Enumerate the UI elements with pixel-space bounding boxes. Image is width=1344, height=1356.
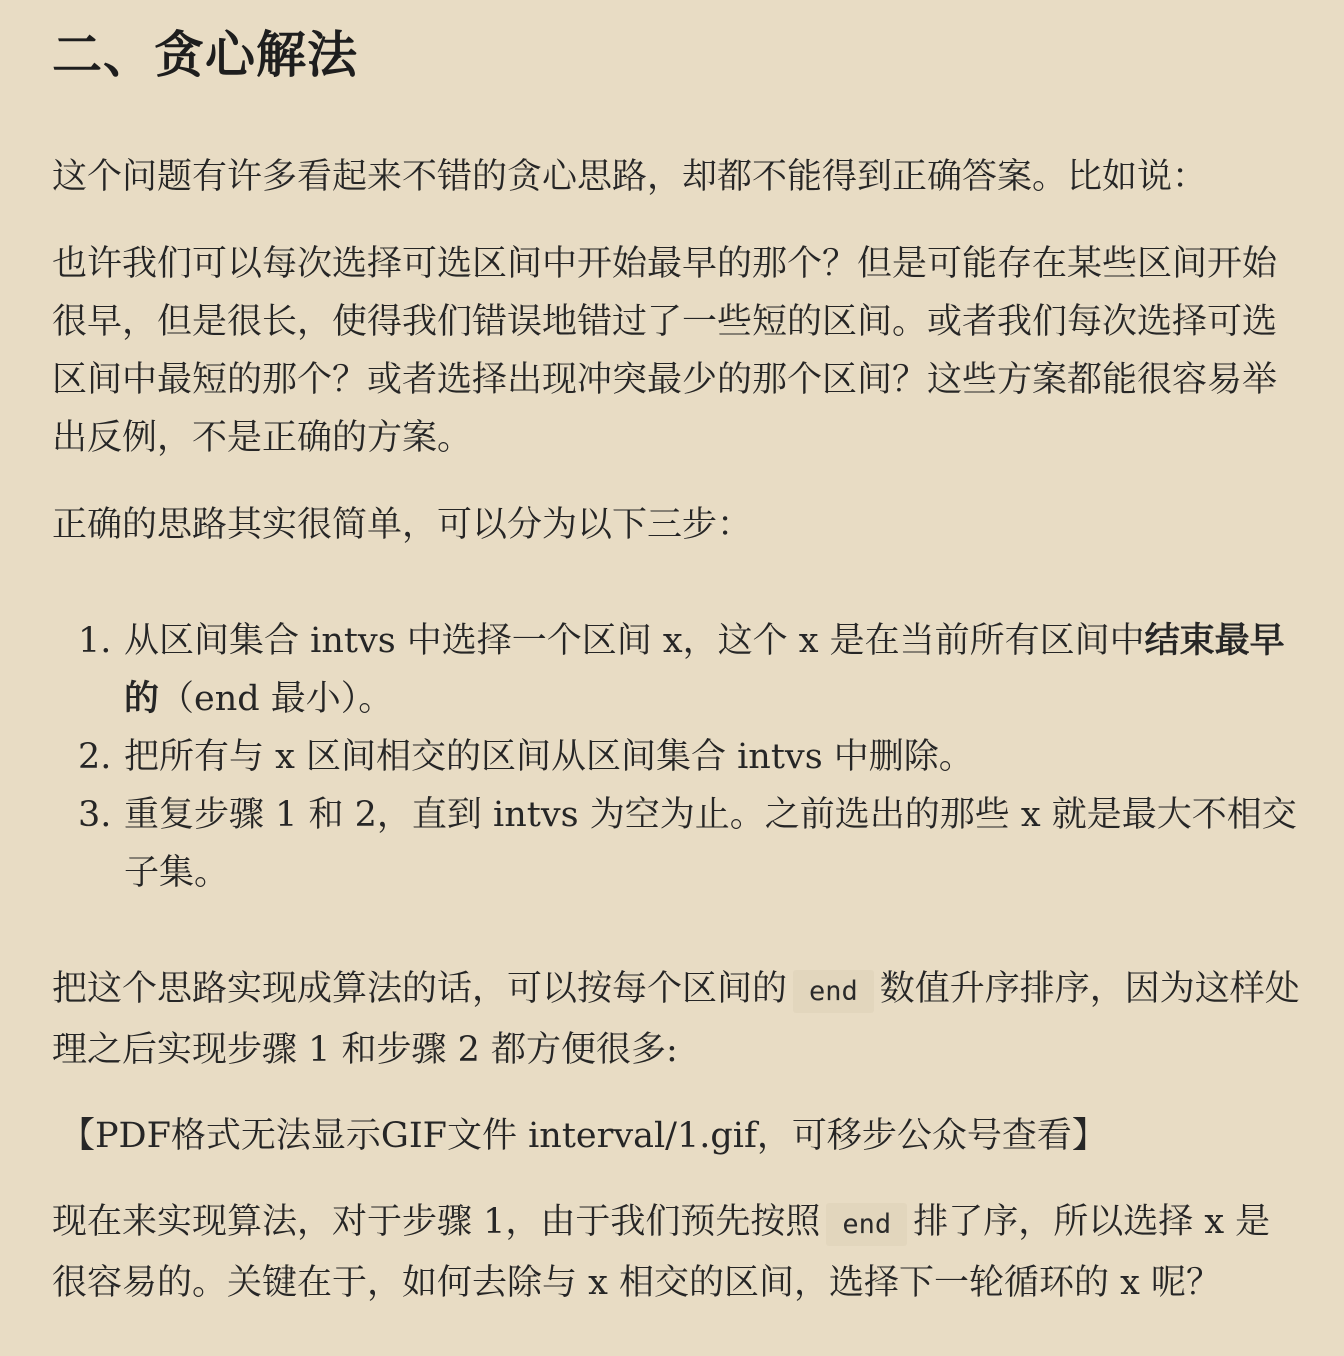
intro-paragraph: 这个问题有许多看起来不错的贪心思路，却都不能得到正确答案。比如说： [52,157,1208,197]
approach-paragraph: 正确的思路其实很简单，可以分为以下三步： [52,505,753,545]
algorithm-text-tail: 排了序，所以选择 x 是很容易的。关键在于，如何去除与 x 相交的区间，选择下一轮循环的 x 呢？ [52,1202,1271,1303]
section-heading: 二、贪心解法 [52,25,358,84]
step-emphasis: 结束最早的 [124,620,1285,719]
list-item [52,612,1304,728]
implementation-paragraph [52,960,1304,1079]
algorithm-text: 现在来实现算法，对于步骤 1，由于我们预先按照 [52,1202,821,1242]
step-text: 从区间集合 intvs 中选择一个区间 x，这个 x 是在当前所有区间中 [124,621,1145,661]
inline-code-end: end [793,970,874,1013]
list-item [52,786,1304,902]
step-text: 重复步骤 1 和 2，直到 intvs 为空为止。之前选出的那些 x 就是最大不相交子集。 [124,795,1297,893]
implementation-text-tail: 数值升序排序，因为这样处理之后实现步骤 1 和步骤 2 都方便很多: [52,969,1300,1070]
algorithm-paragraph [52,1193,1304,1312]
implementation-text: 把这个思路实现成算法的话，可以按每个区间的 [52,969,788,1009]
inline-code-end: end [826,1203,907,1246]
list-item-number: 2. [78,737,112,777]
list-item-number: 3. [78,795,112,835]
step-text: 把所有与 x 区间相交的区间从区间集合 intvs 中删除。 [124,737,974,777]
list-item-number: 1. [78,621,112,661]
steps-list [52,612,1304,902]
list-item [52,728,1304,786]
counterexample-paragraph: 也许我们可以每次选择可选区间中开始最早的那个？但是可能存在某些区间开始很早，但是很长，使得我们错误地错过了一些短的区间。或者我们每次选择可选区间中最短的那个？或者选择出现冲突最少的那个区间？这些方案都能很容易举出反例，不是正确的方案。 [52,244,1278,458]
step-text-tail: （end 最小）。 [159,679,394,719]
gif-placeholder-note: 【PDF格式无法显示GIF文件 interval/1.gif，可移步公众号查看】 [60,1116,1107,1156]
